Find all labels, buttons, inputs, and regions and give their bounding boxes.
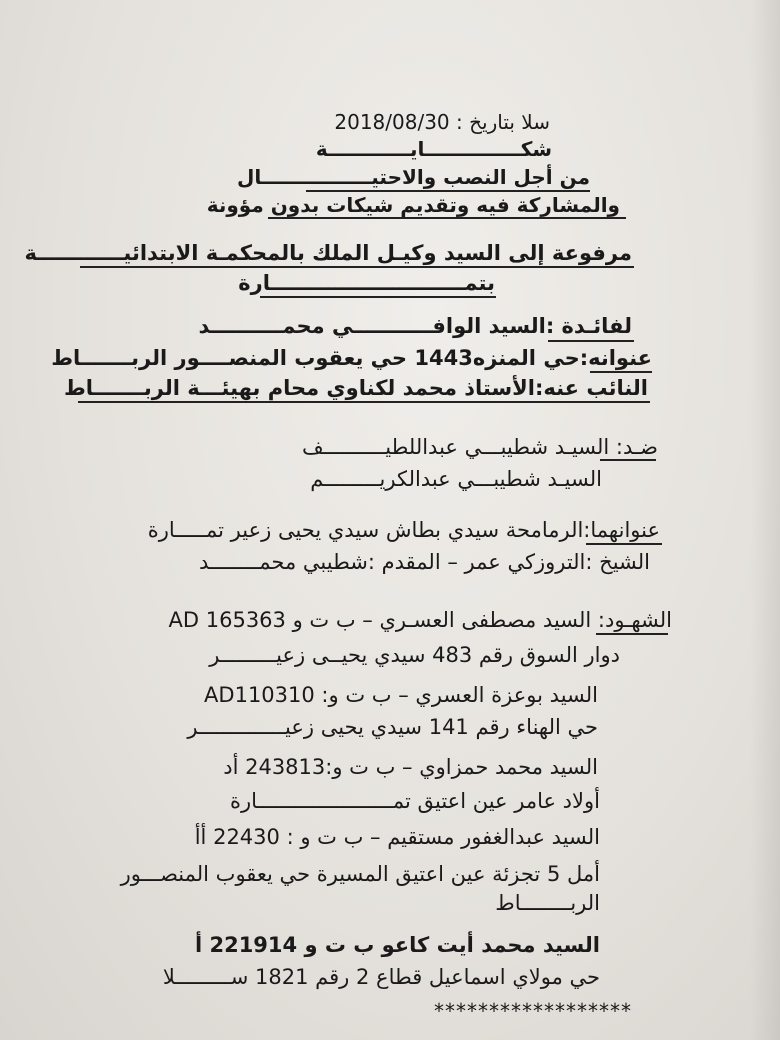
document-title: شكــــــــــــــايــــــــــــة xyxy=(315,137,552,161)
complainant-address: عنوانه:حي المنزه1443 حي يعقوب المنصــــور الربـــــــاط xyxy=(51,346,652,370)
witness-4-address-1: أمل 5 تجزئة عين اعتيق المسيرة حي يعقوب المنصـــور xyxy=(120,862,600,886)
witness-5-address: حي مولاي اسماعيل قطاع 2 رقم 1821 ســـــــــلا xyxy=(162,965,600,989)
witness-1-name: الشهـود: السيد مصطفى العسـري – ب ت و AD 165363 xyxy=(168,608,672,632)
witness-5-name: السيد محمد أيت كاعو ب ت و 221914 أ xyxy=(194,933,600,957)
subject-underline-2 xyxy=(268,217,626,219)
witness-4-address-2: الربــــــــاط xyxy=(495,891,600,915)
witness-2-address: حي الهناء رقم 141 سيدي يحيى زعيــــــــــــــر xyxy=(187,715,598,739)
defendants-address-label-underline xyxy=(586,543,662,545)
witness-3-name: السيد محمد حمزاوي – ب ت و:243813 أد xyxy=(223,755,598,779)
witnesses-label-underline xyxy=(596,633,668,635)
representative-line: النائب عنه:الأستاذ محمد لكناوي محام بهيئـــة الربـــــــاط xyxy=(63,376,648,400)
witness-3-address: أولاد عامر عين اعتيق تمــــــــــــــــــــــارة xyxy=(229,789,600,813)
beneficiary-line: لفائـدة :السيد الوافـــــــــــي محمــــــــــد xyxy=(198,314,632,338)
addressee-underline-2 xyxy=(260,296,496,298)
footer-stars: ****************** xyxy=(434,999,632,1023)
defendant-label-underline xyxy=(600,459,656,461)
paper-edge-shadow xyxy=(750,0,780,1040)
subject-line-2: والمشاركة فيه وتقديم شيكات بدون مؤونة xyxy=(206,193,620,217)
date-line: سلا بتاريخ : 2018/08/30 xyxy=(334,110,550,134)
beneficiary-label-underline xyxy=(548,340,634,342)
defendant-line-2: السيـد شطيبـــي عبدالكريـــــــــم xyxy=(310,467,602,491)
witness-2-name: السيد بوعزة العسري – ب ت و: AD110310 xyxy=(204,683,598,707)
addressee-line-1: مرفوعة إلى السيد وكيـل الملك بالمحكمـة الابتدائيــــــــــــة xyxy=(24,241,632,265)
witness-1-address: دوار السوق رقم 483 سيدي يحيــى زعيـــــــــر xyxy=(209,643,620,667)
defendants-address-2: الشيخ :التروزكي عمر – المقدم :شطيبي محمــــــــد xyxy=(199,550,650,574)
witness-4-name: السيد عبدالغفور مستقيم – ب ت و : 22430 أأ xyxy=(194,825,600,849)
defendant-line-1: ضـد: السيـد شطيبـــي عبداللطيــــــــــف xyxy=(302,435,658,459)
defendants-address-1: عنوانهما:الرمامحة سيدي بطاش سيدي يحيى زعير تمـــــارة xyxy=(147,518,660,542)
representative-underline xyxy=(78,401,650,403)
subject-line-1: من أجل النصب والاحتيــــــــــــــــال xyxy=(237,165,590,189)
addressee-line-2: بتمـــــــــــــــــــــــــــارة xyxy=(238,271,495,295)
